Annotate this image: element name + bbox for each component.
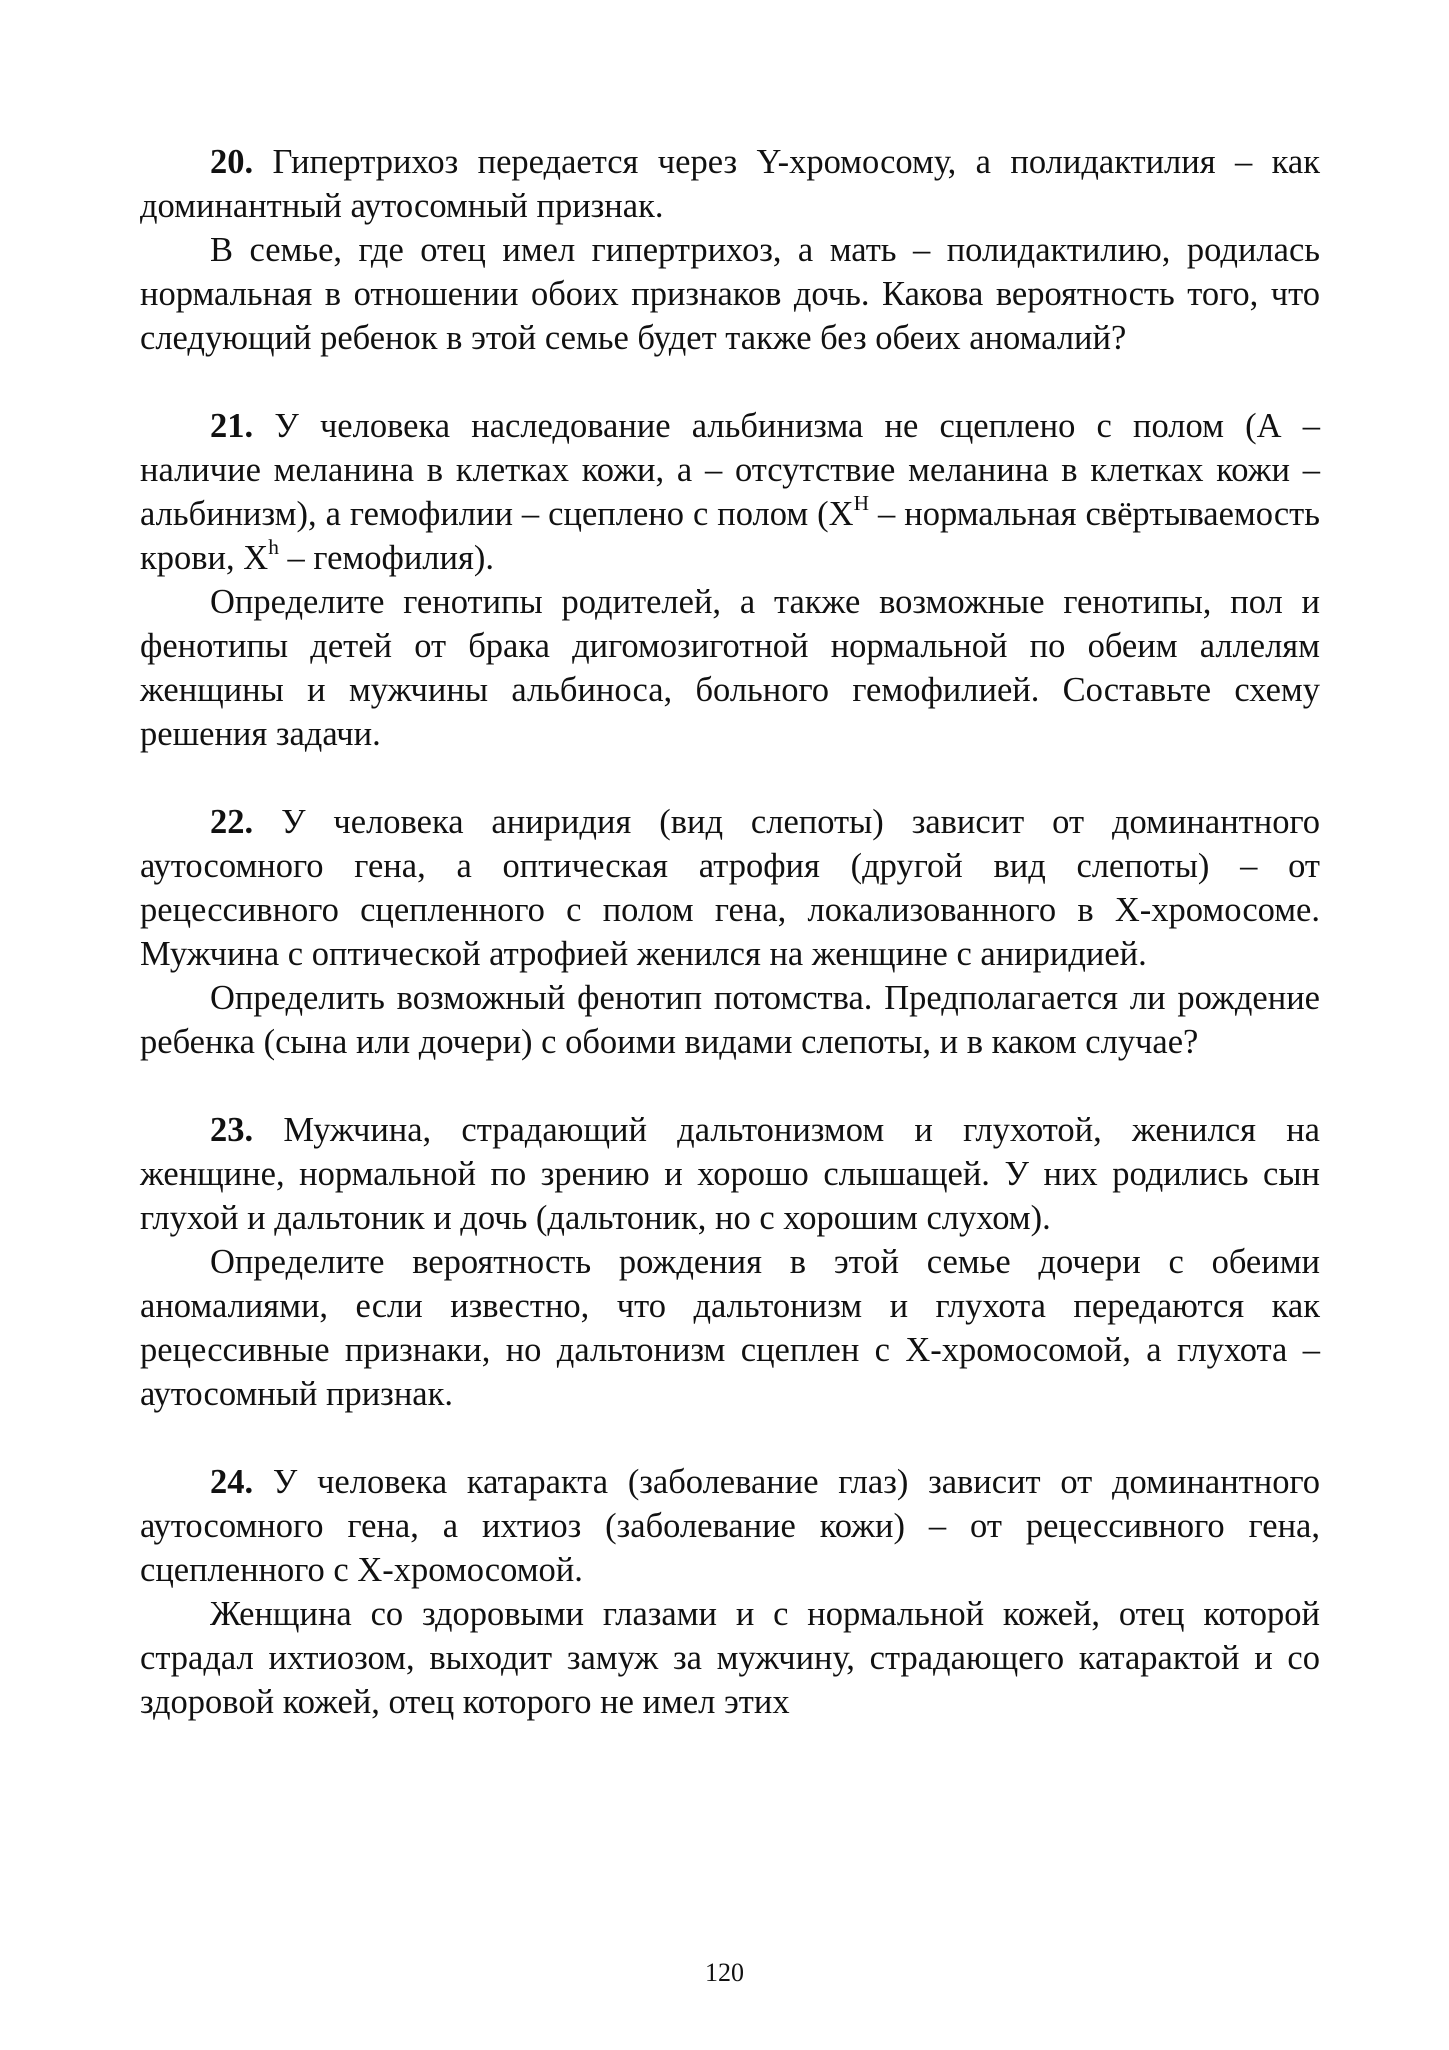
task-21-text-1c: – гемофилия). — [278, 539, 494, 577]
task-22-paragraph-1 — [140, 800, 1320, 976]
task-23-paragraph-2: Определите вероятность рождения в этой семье дочери с обеими аномалиями, если известно, что дальтонизм и глухота передаются как рецессивные признаки, но дальтонизм сцеплен с X-хромосомой, а глухота – аутосомный признак. — [140, 1243, 1320, 1413]
task-24-paragraph-2: Женщина со здоровыми глазами и с нормальной кожей, отец которой страдал ихтиозом, выходит замуж за мужчину, страдающего катарактой и со здоровой кожей, отец которого не имел этих — [140, 1595, 1320, 1721]
task-20-paragraph-2: В семье, где отец имел гипертрихоз, а мать – полидактилию, родилась нормальная в отношении обоих признаков дочь. Какова вероятность того, что следующий ребенок в этой семье будет также без обеих аномалий? — [140, 231, 1320, 357]
task-23-text-1: Мужчина, страдающий дальтонизмом и глухотой, женился на женщине, нормальной по зрению и хорошо слышащей. У них родились сын глухой и дальтоник и дочь (дальтоник, но с хорошим слухом). — [140, 1111, 1320, 1237]
task-22-text-1: У человека аниридия (вид слепоты) зависит от доминантного аутосомного гена, а оптическая атрофия (другой вид слепоты) – от рецессивного сцепленного с полом гена, локализованного в X-хромосоме. Мужчина с оптической атрофией женился на женщине с аниридией. — [140, 803, 1320, 973]
task-23 — [140, 1108, 1320, 1416]
task-22 — [140, 800, 1320, 1064]
task-20-number: 20. — [210, 143, 254, 181]
superscript-h: h — [268, 535, 279, 560]
task-20 — [140, 140, 1320, 360]
page-content — [140, 140, 1320, 1768]
task-21-text-1a: У человека наследование альбинизма не сцеплено с полом (А – наличие меланина в клетках кожи, а – отсутствие меланина в клетках кожи – альбинизм), а гемофилии – сцеплено с полом (X — [140, 407, 1320, 533]
task-24-number: 24. — [210, 1463, 254, 1501]
task-21-paragraph-1 — [140, 404, 1320, 580]
page-number: 120 — [705, 1958, 744, 1987]
task-21 — [140, 404, 1320, 756]
task-23-paragraph-1 — [140, 1108, 1320, 1240]
task-20-paragraph-1 — [140, 140, 1320, 228]
task-24-text-1: У человека катаракта (заболевание глаз) зависит от доминантного аутосомного гена, а ихтиоз (заболевание кожи) – от рецессивного гена, сцепленного с X-хромосомой. — [140, 1463, 1321, 1589]
task-21-paragraph-2: Определите генотипы родителей, а также возможные генотипы, пол и фенотипы детей от брака дигомозиготной нормальной по обеим аллелям женщины и мужчины альбиноса, больного гемофилией. Составьте схему решения задачи. — [140, 583, 1320, 753]
task-24-paragraph-1 — [140, 1460, 1320, 1592]
task-24 — [140, 1460, 1320, 1724]
task-21-text-1b: – нормальная свёртываемость крови, X — [140, 495, 1320, 577]
task-21-number: 21. — [210, 407, 254, 445]
superscript-H: H — [853, 491, 870, 516]
task-22-number: 22. — [210, 803, 254, 841]
task-23-number: 23. — [210, 1111, 254, 1149]
task-22-paragraph-2: Определить возможный фенотип потомства. Предполагается ли рождение ребенка (сына или дочери) с обоими видами слепоты, и в каком случае? — [140, 979, 1320, 1061]
task-20-text-1: Гипертрихоз передается через Y-хромосому, а полидактилия – как доминантный аутосомный признак. — [140, 143, 1320, 225]
